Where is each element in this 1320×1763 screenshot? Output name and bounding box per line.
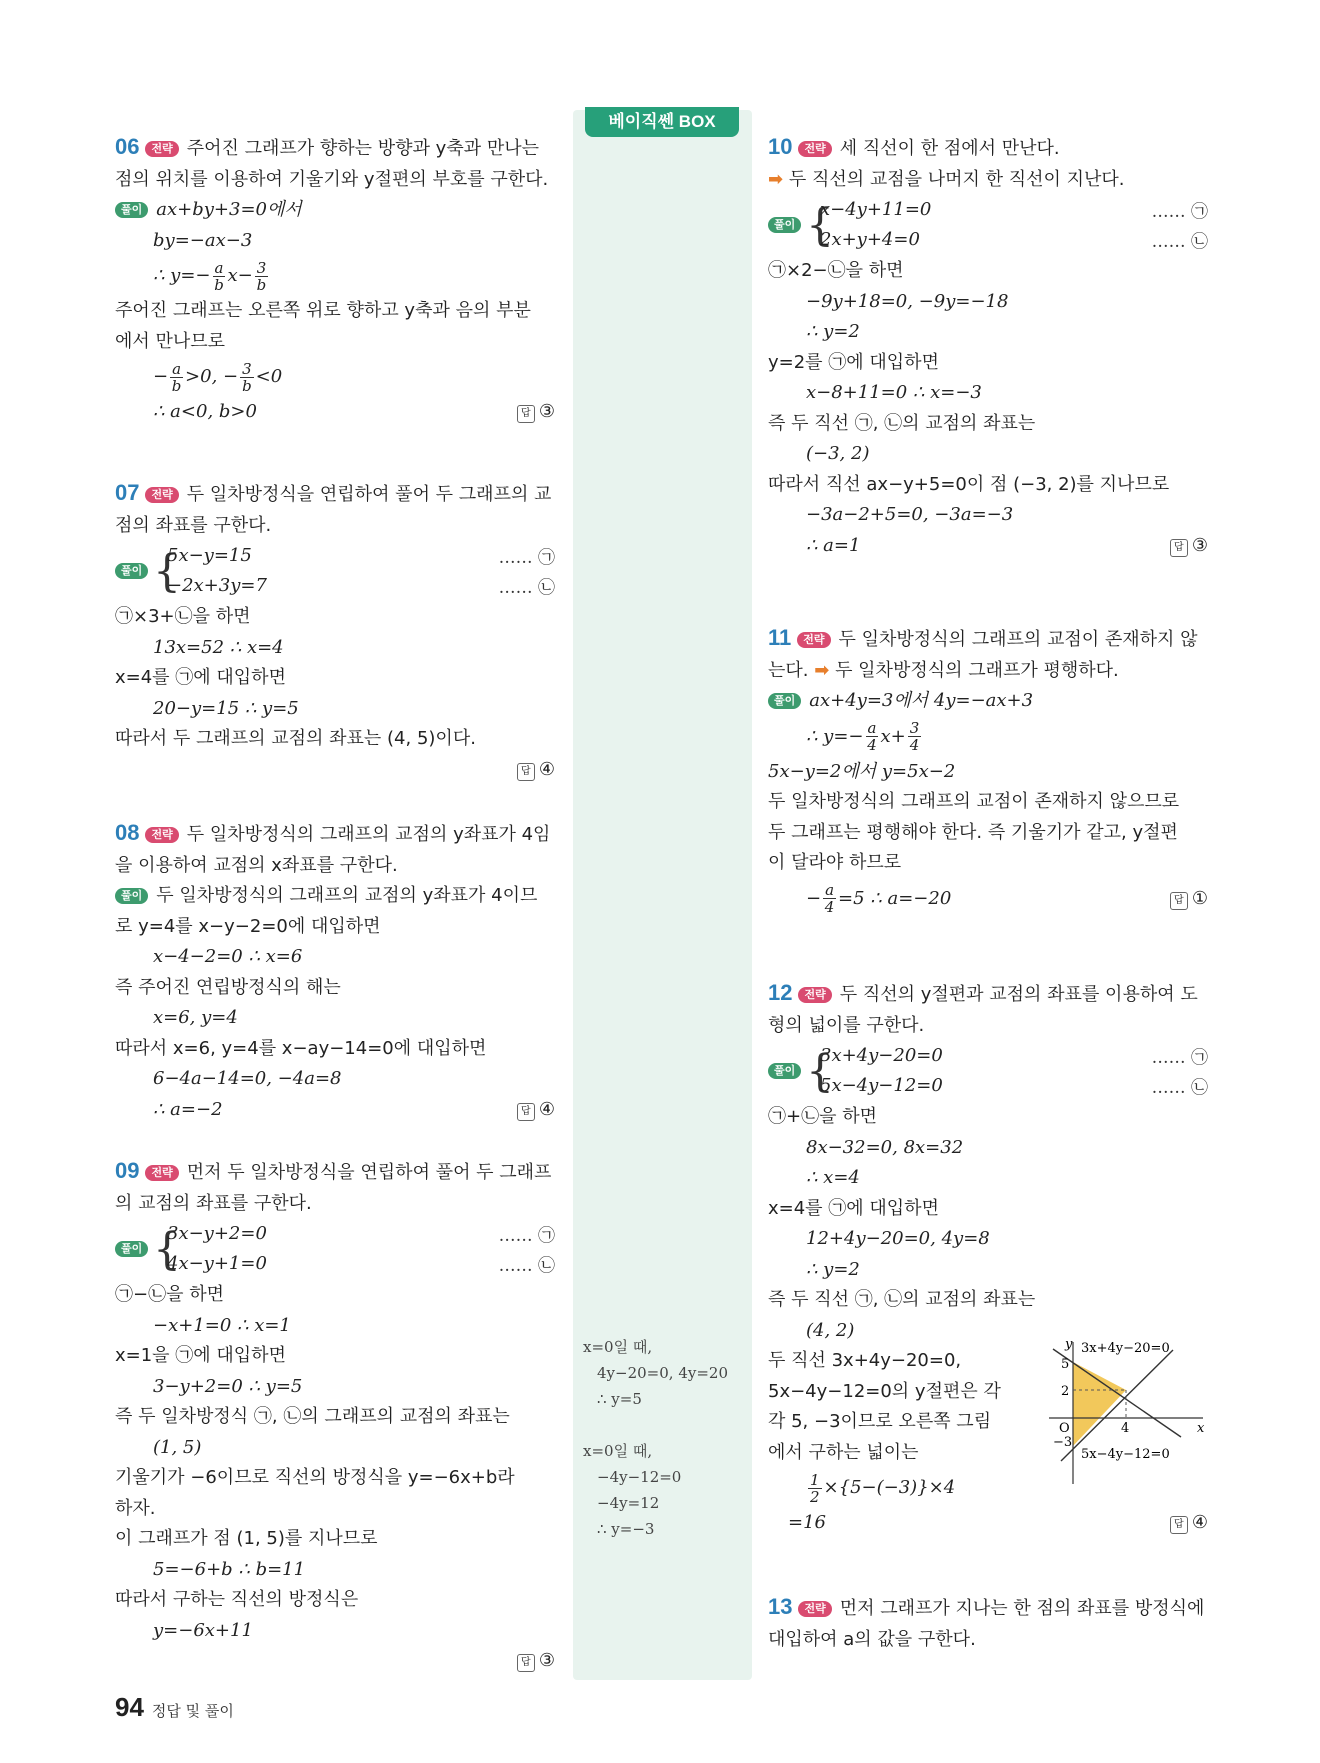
solution-line: by=−ax−3: [153, 229, 253, 251]
math: x−: [227, 265, 253, 286]
denominator: 2: [810, 1487, 820, 1506]
answer-value: ④: [538, 1098, 555, 1120]
line2-label: 5x−4y−12=0: [1081, 1447, 1170, 1462]
math: ax+4y=3에서 4y=−ax+3: [809, 690, 1034, 711]
heading-text: 을 이용하여 교점의 x좌표를 구한다.: [115, 854, 398, 876]
solution-line: 따라서 x=6, y=4를 x−ay−14=0에 대입하면: [115, 1037, 487, 1059]
strategy-tag: 전략: [145, 1165, 178, 1181]
note-line: ∴ y=5: [597, 1390, 642, 1408]
problem-heading: [115, 818, 555, 851]
problem-13: [768, 1592, 1208, 1655]
heading-text: 먼저 두 일차방정식을 연립하여 풀어 두 그래프: [186, 1162, 552, 1183]
problem-number: 13: [768, 1594, 793, 1619]
tick-4: 4: [1121, 1421, 1130, 1436]
answer-value: ①: [1191, 887, 1208, 909]
answer-icon: 답: [1170, 1516, 1188, 1534]
denominator: b: [256, 275, 267, 294]
tick-minus-3: −3: [1053, 1435, 1073, 1450]
solution-line: 하자.: [115, 1497, 156, 1519]
solution-line: ∴ y=2: [806, 1258, 860, 1280]
math: x+: [880, 725, 906, 747]
solution-line: [115, 881, 555, 912]
fraction: [255, 260, 269, 293]
numerator: 3: [256, 258, 267, 277]
equation-2: 4x−y+1=0: [167, 1253, 267, 1274]
denominator: 4: [824, 898, 835, 916]
numerator: 1: [810, 1470, 820, 1489]
solution-line: [115, 195, 555, 226]
equation-system: [768, 1041, 1208, 1102]
equation-system: [768, 195, 1208, 256]
strategy-tag: 전략: [145, 827, 178, 843]
math: ax+by+3=0에서: [156, 199, 302, 220]
mark-a: …… ㉠: [498, 548, 555, 568]
mark-b: …… ㉡: [1151, 232, 1208, 252]
tick-5: 5: [1061, 1357, 1070, 1372]
heading-text: 는다.: [768, 659, 809, 681]
solution-line: −3a−2+5=0, −3a=−3: [806, 504, 1014, 525]
answer: [517, 1646, 555, 1677]
solution-line: x=4를 ㉠에 대입하면: [115, 667, 286, 688]
mark-a: …… ㉠: [498, 1226, 555, 1246]
mark-b: …… ㉡: [498, 578, 555, 598]
equation-1: 3x−y+2=0: [167, 1223, 267, 1244]
solution-line: 이 그래프가 점 (1, 5)를 지나므로: [115, 1528, 378, 1549]
solution-line: x=4를 ㉠에 대입하면: [768, 1197, 939, 1219]
problem-number: 12: [768, 980, 793, 1005]
answer-value: ③: [538, 401, 555, 422]
solution-line: 따라서 구하는 직선의 방정식은: [115, 1589, 359, 1610]
answer: [1170, 879, 1208, 919]
strategy-tag: 전략: [798, 987, 831, 1003]
math: ∴ y=−: [153, 265, 211, 286]
math: ∴ a=1: [806, 534, 861, 556]
solution-line: y=2를 ㉠에 대입하면: [768, 351, 939, 373]
equation-1: 5x−y=15: [167, 545, 252, 566]
math: ∴ a<0, b>0: [153, 401, 257, 422]
answer-icon: 답: [517, 763, 535, 781]
solution-line: [768, 686, 1208, 717]
math: >0, −: [185, 366, 239, 387]
problem-heading: [768, 623, 1208, 656]
solution-line: x=6, y=4: [153, 1007, 238, 1028]
math: ∴ a=−2: [153, 1098, 223, 1120]
problem-11: [768, 623, 1208, 919]
equation-2: 5x−4y−12=0: [820, 1075, 943, 1096]
solution-line: ∴ x=4: [806, 1167, 860, 1188]
math: ∴ y=−: [806, 725, 864, 747]
brace: {: [806, 1046, 834, 1097]
heading-text: 세 직선이 한 점에서 만난다.: [839, 138, 1060, 159]
note-line: −4y−12=0: [597, 1468, 682, 1486]
note-line: x=0일 때,: [583, 1338, 653, 1356]
strategy-tag: 전략: [145, 141, 178, 157]
solution-line: ㉠×2−㉡을 하면: [768, 260, 904, 281]
problem-06: [115, 132, 555, 428]
numerator: a: [867, 719, 877, 737]
box-note-2: [583, 1438, 681, 1542]
solution-line: 20−y=15 ∴ y=5: [153, 697, 299, 719]
fraction: [908, 720, 922, 753]
strategy-tag: 전략: [798, 141, 831, 157]
solution-line: [115, 357, 555, 397]
solution-line: 기울기가 −6이므로 직선의 방정식을 y=−6x+b라: [115, 1467, 515, 1488]
solution-line: 이 달라야 하므로: [768, 852, 902, 873]
solution-line: 두 그래프는 평행해야 한다. 즉 기울기가 같고, y절편: [768, 821, 1178, 843]
problem-heading: [768, 1592, 1208, 1625]
heading-text: 두 직선의 y절편과 교점의 좌표를 이용하여 도: [839, 984, 1198, 1005]
equation-2: −2x+3y=7: [167, 575, 267, 596]
line-1: [1053, 1349, 1181, 1437]
box-title-tab: 베이직쎈 BOX: [585, 107, 739, 137]
answer: [517, 1095, 555, 1126]
solution-tag: 풀이: [768, 693, 801, 709]
solution-line: 주어진 그래프는 오른쪽 위로 향하고 y축과 음의 부분: [115, 300, 531, 321]
solution-line: [768, 879, 1208, 919]
solution-line: 12+4y−20=0, 4y=8: [806, 1228, 990, 1249]
solution-line: 각 5, −3이므로 오른쪽 그림: [768, 1411, 992, 1432]
note-line: −4y=12: [597, 1494, 660, 1512]
solution-line: 즉 두 일차방정식 ㉠, ㉡의 그래프의 교점의 좌표는: [115, 1406, 510, 1427]
tick-2: 2: [1061, 1384, 1070, 1399]
solution-line: [768, 531, 1208, 562]
solution-line: 5=−6+b ∴ b=11: [153, 1558, 306, 1580]
heading-text: 두 일차방정식을 연립하여 풀어 두 그래프의 교: [186, 484, 552, 505]
origin-label: O: [1059, 1421, 1070, 1436]
solution-tag: 풀이: [768, 1063, 801, 1079]
solution-line: x−8+11=0 ∴ x=−3: [806, 382, 982, 403]
note-line: ∴ y=−3: [597, 1520, 655, 1538]
text: 두 일차방정식의 그래프의 교점의 y좌표가 4이므: [156, 885, 538, 906]
solution-tag: 풀이: [115, 202, 148, 218]
solution-tag: 풀이: [115, 563, 148, 579]
arrow-icon: ➡: [768, 168, 784, 190]
equation-1: x−4y+11=0: [820, 199, 932, 220]
solution-line: 즉 두 직선 ㉠, ㉡의 교점의 좌표는: [768, 412, 1036, 434]
fraction: [808, 1472, 822, 1505]
solution-line: ㉠−㉡을 하면: [115, 1284, 224, 1305]
note-line: 4y−20=0, 4y=20: [597, 1364, 728, 1382]
math: −: [806, 887, 822, 909]
solution-line: y=−6x+11: [153, 1619, 253, 1641]
solution-line: −x+1=0 ∴ x=1: [153, 1314, 291, 1336]
problem-08: [115, 818, 555, 1125]
solution-line: ㉠×3+㉡을 하면: [115, 606, 251, 627]
solution-line: [115, 256, 555, 296]
problem-heading: [115, 478, 555, 511]
equation-system: [115, 1219, 555, 1280]
denominator: b: [171, 376, 182, 395]
solution-line: 로 y=4를 x−y−2=0에 대입하면: [115, 915, 381, 937]
solution-line: (1, 5): [153, 1436, 202, 1458]
numerator: a: [825, 881, 835, 899]
answer-icon: 답: [517, 1654, 535, 1672]
solution-tag: 풀이: [115, 1241, 148, 1257]
problem-number: 11: [768, 625, 792, 650]
solution-line: 따라서 두 그래프의 교점의 좌표는 (4, 5)이다.: [115, 728, 476, 749]
mark-b: …… ㉡: [498, 1256, 555, 1276]
heading-text: 두 일차방정식의 그래프의 교점이 존재하지 않: [838, 629, 1198, 650]
answer: [1170, 531, 1208, 562]
strategy-tag: 전략: [145, 487, 178, 503]
heading-text: 점의 좌표를 구한다.: [115, 514, 272, 536]
problem-heading: [115, 1156, 555, 1189]
solution-line: 에서 만나므로: [115, 330, 226, 352]
x-axis-label: x: [1197, 1421, 1205, 1436]
answer-icon: 답: [1170, 539, 1188, 557]
answer-value: ④: [538, 758, 555, 780]
answer: [1170, 1508, 1208, 1539]
answer-icon: 답: [517, 1103, 535, 1121]
heading-text: 주어진 그래프가 향하는 방향과 y축과 만나는: [186, 138, 539, 159]
answer-icon: 답: [517, 405, 535, 423]
intercept-graph: [1043, 1338, 1208, 1488]
fraction: [823, 882, 836, 915]
solution-line: 8x−32=0, 8x=32: [806, 1136, 964, 1158]
note-line: x=0일 때,: [583, 1442, 653, 1460]
problem-heading: [768, 978, 1208, 1011]
denominator: 4: [909, 736, 920, 754]
answer-icon: 답: [1170, 892, 1188, 910]
heading-text: 두 일차방정식의 그래프가 평행하다.: [835, 659, 1119, 681]
heading-line: [768, 656, 1208, 687]
heading-text: 의 교점의 좌표를 구한다.: [115, 1192, 312, 1214]
heading-text: 형의 넓이를 구한다.: [768, 1014, 925, 1036]
equation-1: 3x+4y−20=0: [820, 1045, 943, 1066]
solution-line: ∴ y=2: [806, 321, 860, 342]
math: −: [153, 366, 169, 387]
solution-line: 5x−4y−12=0의 y절편은 각: [768, 1380, 1001, 1402]
equation-system: [115, 541, 555, 602]
solution-tag: 풀이: [115, 888, 148, 904]
problem-number: 07: [115, 480, 140, 505]
numerator: a: [214, 258, 224, 277]
page-number: 94: [115, 1692, 144, 1722]
problem-heading: [115, 132, 555, 165]
strategy-tag: 전략: [797, 632, 830, 648]
box-title: [573, 107, 752, 141]
strategy-tag: 전략: [798, 1601, 831, 1617]
solution-line: 두 직선 3x+4y−20=0,: [768, 1350, 962, 1371]
solution-line: [768, 1508, 1208, 1539]
solution-line: ㉠+㉡을 하면: [768, 1106, 877, 1127]
heading-text: 대입하여 a의 값을 구한다.: [768, 1628, 976, 1650]
math: =16: [788, 1512, 826, 1533]
heading-line: [768, 165, 1208, 196]
solution-line: 즉 주어진 연립방정식의 해는: [115, 976, 341, 998]
y-axis-label: y: [1065, 1338, 1073, 1352]
solution-line: [115, 397, 555, 428]
solution-line: (−3, 2): [806, 443, 870, 464]
solution-tag: 풀이: [768, 217, 801, 233]
math: ×{5−(−3)}×4: [823, 1477, 956, 1498]
solution-line: x−4−2=0 ∴ x=6: [153, 946, 303, 967]
problem-number: 08: [115, 820, 140, 845]
mark-a: …… ㉠: [1151, 1048, 1208, 1068]
problem-heading: [768, 132, 1208, 165]
fraction: [240, 361, 254, 394]
solution-line: 즉 두 직선 ㉠, ㉡의 교점의 좌표는: [768, 1289, 1036, 1310]
solution-line: 3−y+2=0 ∴ y=5: [153, 1375, 303, 1397]
answer: [517, 397, 555, 428]
solution-line: [115, 1095, 555, 1126]
solution-line: −9y+18=0, −9y=−18: [806, 290, 1009, 312]
denominator: b: [242, 376, 252, 395]
math: <0: [255, 366, 283, 387]
problem-09: [115, 1156, 555, 1671]
answer: [517, 755, 555, 786]
line1-label: 3x+4y−20=0: [1081, 1341, 1170, 1356]
heading-text: 두 일차방정식의 그래프의 교점의 y좌표가 4임: [186, 824, 551, 845]
solution-line: 5x−y=2에서 y=5x−2: [768, 760, 956, 782]
problem-number: 06: [115, 134, 140, 159]
answer-value: ④: [1191, 1512, 1208, 1533]
problem-number: 09: [115, 1158, 140, 1183]
denominator: b: [214, 275, 224, 294]
solution-line: x=1을 ㉠에 대입하면: [115, 1345, 286, 1366]
answer-value: ③: [1191, 534, 1208, 556]
box-note-1: [583, 1334, 728, 1412]
mark-a: …… ㉠: [1151, 202, 1208, 222]
footer-label: 정답 및 풀이: [151, 1702, 234, 1720]
brace: {: [153, 546, 181, 597]
solution-line: 따라서 직선 ax−y+5=0이 점 (−3, 2)를 지나므로: [768, 473, 1170, 495]
denominator: 4: [867, 736, 877, 754]
heading-text: 먼저 그래프가 지나는 한 점의 좌표를 방정식에: [839, 1598, 1205, 1619]
problem-10: [768, 132, 1208, 561]
fraction: [170, 361, 183, 394]
solution-line: 두 일차방정식의 그래프의 교점이 존재하지 않으므로: [768, 791, 1180, 812]
heading-text: 두 직선의 교점을 나머지 한 직선이 지난다.: [788, 168, 1125, 190]
brace: {: [806, 200, 834, 251]
fraction: [866, 720, 879, 753]
mark-b: …… ㉡: [1151, 1078, 1208, 1098]
solution-line: [768, 717, 1208, 757]
solution-line: 6−4a−14=0, −4a=8: [153, 1068, 342, 1089]
numerator: a: [172, 359, 182, 378]
equation-2: 2x+y+4=0: [820, 229, 920, 250]
solution-line: (4, 2): [806, 1319, 855, 1341]
brace: {: [153, 1224, 181, 1275]
numerator: 3: [909, 719, 920, 737]
answer-value: ③: [538, 1650, 555, 1671]
problem-12: [768, 978, 1208, 1539]
arrow-icon: ➡: [814, 659, 830, 681]
heading-text: 점의 위치를 이용하여 기울기와 y절편의 부호를 구한다.: [115, 168, 549, 190]
problem-number: 10: [768, 134, 793, 159]
numerator: 3: [242, 359, 252, 378]
problem-07: [115, 478, 555, 780]
page-footer: [115, 1692, 234, 1723]
math: =5 ∴ a=−20: [838, 887, 952, 909]
solution-line: 에서 구하는 넓이는: [768, 1441, 919, 1463]
fraction: [213, 260, 226, 293]
solution-line: 13x=52 ∴ x=4: [153, 636, 284, 658]
